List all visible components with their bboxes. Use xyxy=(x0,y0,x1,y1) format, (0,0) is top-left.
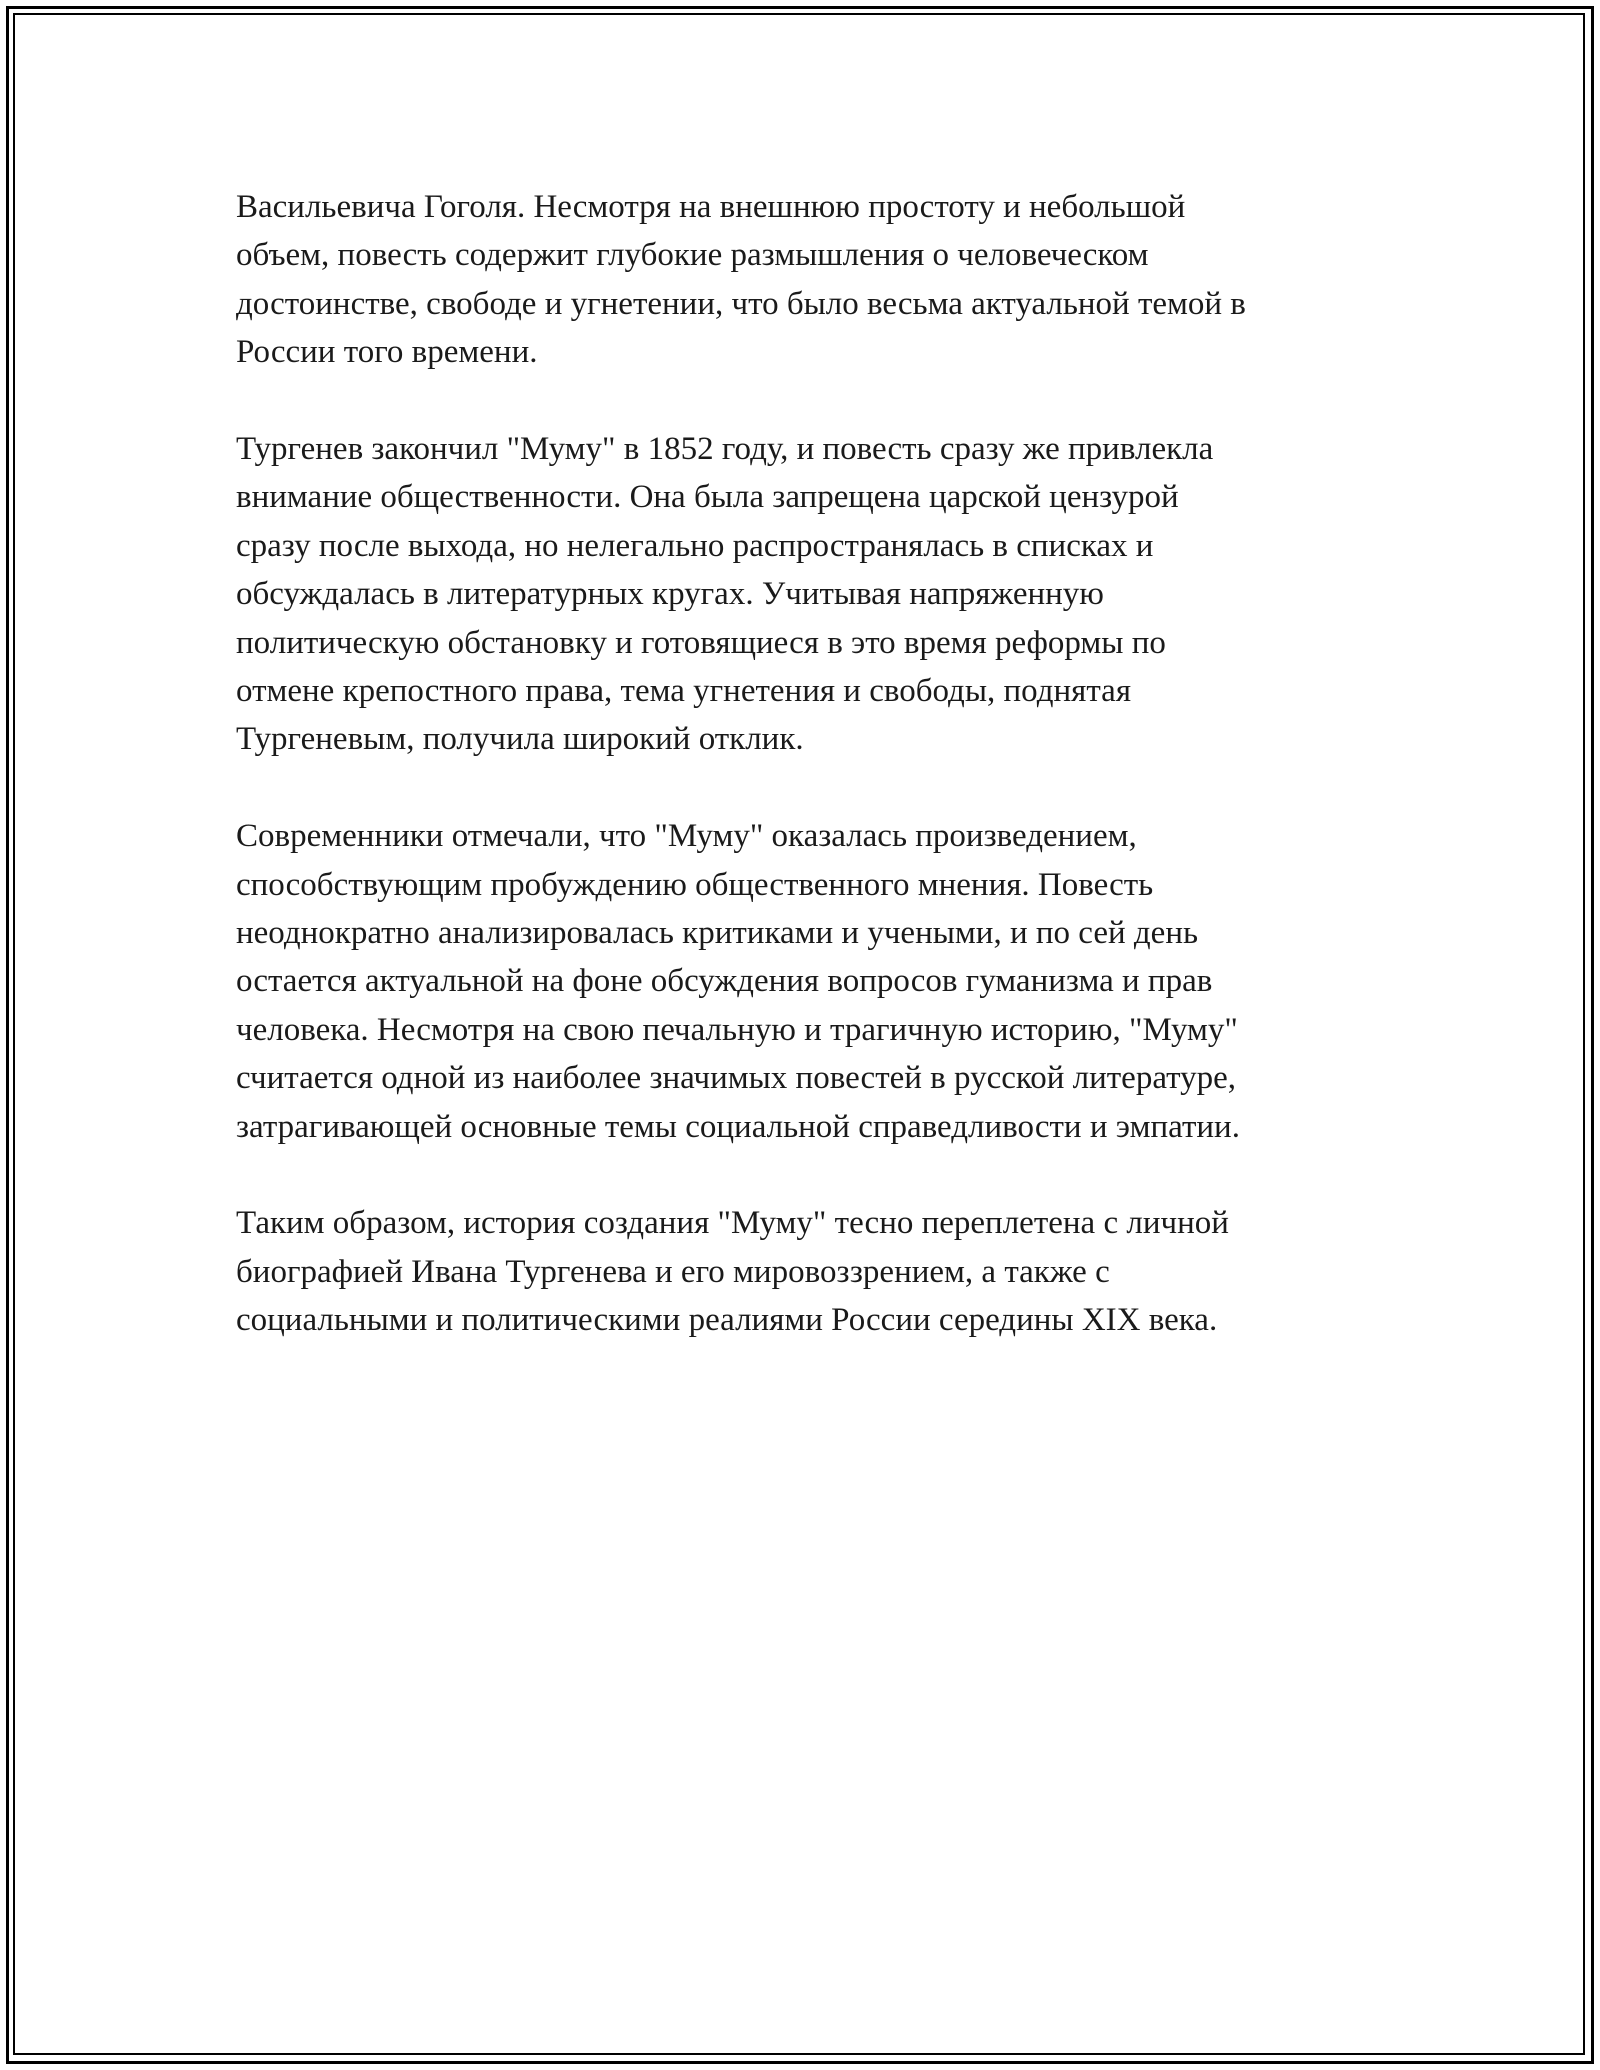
text-line: достоинстве, свободе и угнетении, что было весьма актуальной темой в xyxy=(236,285,1246,322)
text-line: отмене крепостного права, тема угнетения и свободы, поднятая xyxy=(236,673,1132,710)
text-line: способствующим пробуждению общественного мнения. Повесть xyxy=(236,866,1154,903)
document-body xyxy=(236,183,1396,1393)
text-line: неоднократно анализировалась критиками и учеными, и по сей день xyxy=(236,915,1199,952)
text-line: внимание общественности. Она была запрещена царской цензурой xyxy=(236,479,1179,516)
text-line: Тургеневым, получила широкий отклик. xyxy=(236,721,804,758)
text-line: Современники отмечали, что "Муму" оказалась произведением, xyxy=(236,818,1137,855)
text-line: затрагивающей основные темы социальной справедливости и эмпатии. xyxy=(236,1108,1240,1145)
paragraph-1 xyxy=(236,183,1396,377)
text-line: биографией Ивана Тургенева и его мировоззрением, а также с xyxy=(236,1253,1110,1290)
text-line: Таким образом, история создания "Муму" тесно переплетена с личной xyxy=(236,1205,1229,1242)
paragraph-3 xyxy=(236,812,1396,1151)
text-line: объем, повесть содержит глубокие размышления о человеческом xyxy=(236,237,1149,274)
paragraph-4 xyxy=(236,1199,1396,1344)
text-line: Васильевича Гоголя. Несмотря на внешнюю простоту и небольшой xyxy=(236,189,1186,225)
text-line: остается актуальной на фоне обсуждения вопросов гуманизма и прав xyxy=(236,963,1213,1000)
text-line: обсуждалась в литературных кругах. Учитывая напряженную xyxy=(236,576,1104,613)
paragraph-2 xyxy=(236,425,1396,764)
text-line: социальными и политическими реалиями России середины XIX века. xyxy=(236,1302,1218,1339)
text-line: сразу после выхода, но нелегально распространялась в списках и xyxy=(236,527,1154,564)
text-line: политическую обстановку и готовящиеся в это время реформы по xyxy=(236,624,1166,661)
text-line: России того времени. xyxy=(236,334,538,371)
text-line: человека. Несмотря на свою печальную и трагичную историю, "Муму" xyxy=(236,1011,1238,1048)
text-line: Тургенев закончил "Муму" в 1852 году, и повесть сразу же привлекла xyxy=(236,431,1214,468)
text-line: считается одной из наиболее значимых повестей в русской литературе, xyxy=(236,1060,1237,1097)
